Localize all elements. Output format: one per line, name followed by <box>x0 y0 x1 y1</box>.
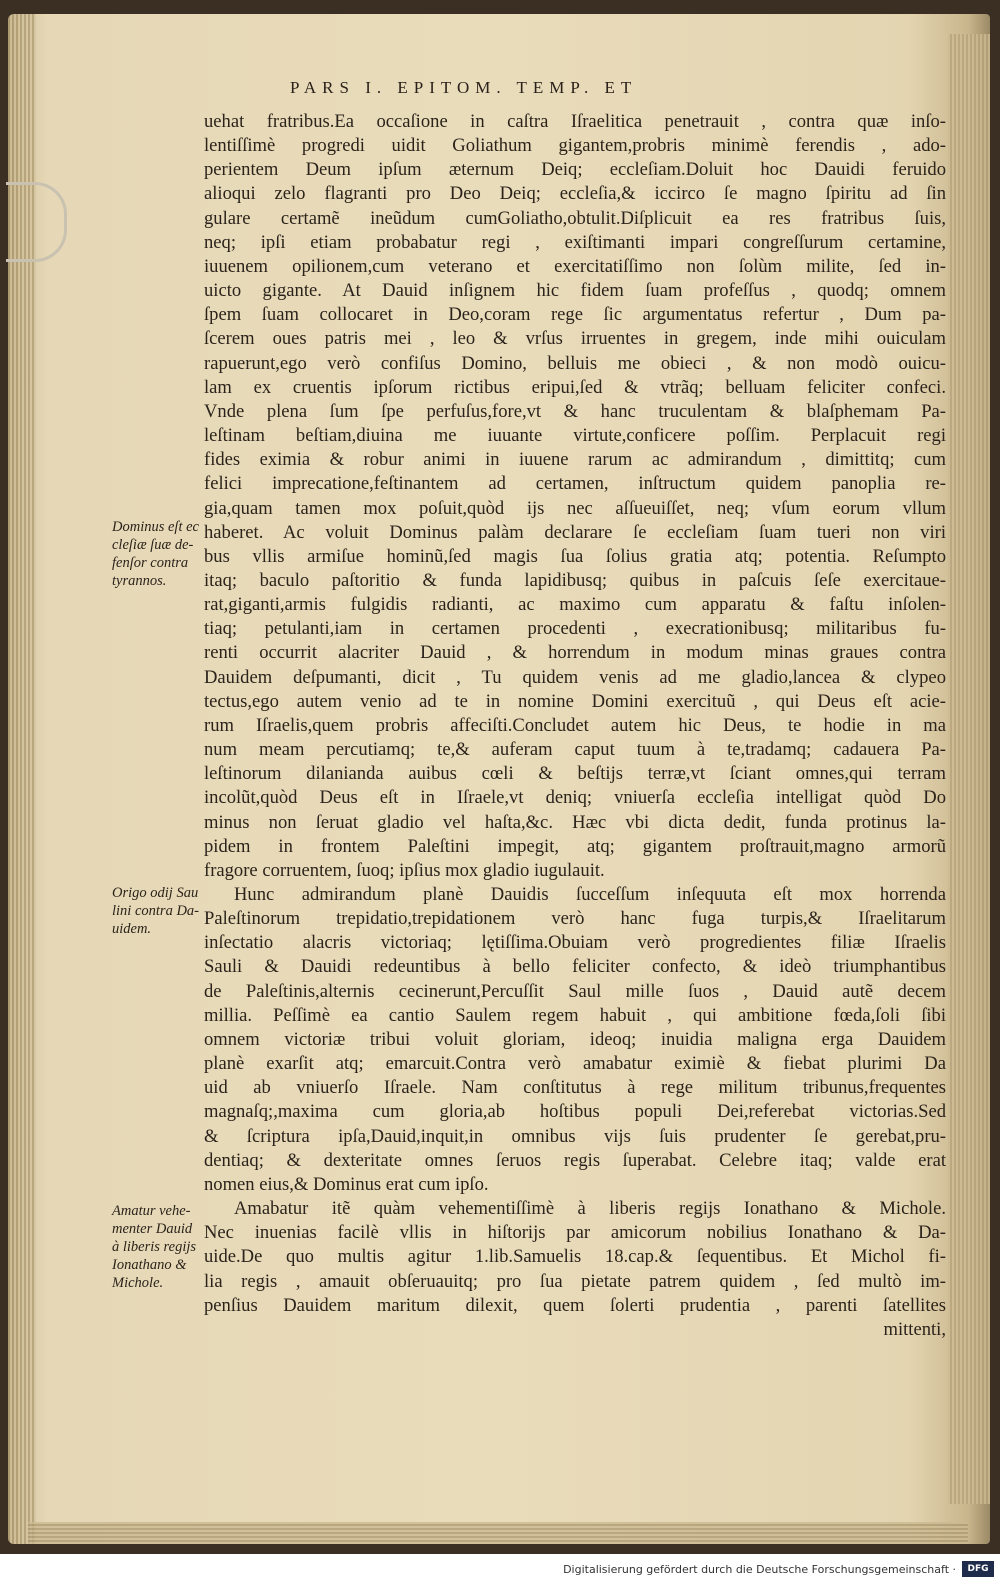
page-stack-right <box>948 34 990 1504</box>
text-line: uide.De quo multis agitur 1.lib.Samuelis 18.cap.& ſequentibus. Et Michol fi- <box>204 1246 946 1268</box>
text-line: magnaſq;,maxima cum gloria,ab hoſtibus populi Dei,referebat victorias.Sed <box>204 1101 946 1123</box>
running-header: PARS I. EPITOM. TEMP. ET <box>290 78 638 97</box>
text-line: pidem in frontem Paleſtini impegit, atq; gigantem proſtrauit,magno armorũ <box>204 835 946 857</box>
marginal-note <box>112 1202 196 1292</box>
marginal-note-line: Michole. <box>112 1275 164 1291</box>
text-line: Sauli & Dauidi redeuntibus à bello feliciter confecto, & ideò triumphantibus <box>204 956 946 978</box>
text-line: Vnde plena ſum ſpe perfuſus,fore,vt & hanc truculentam & blaſphemam Pa- <box>204 400 946 422</box>
marginal-note-line: tyrannos. <box>112 573 167 589</box>
text-line: ſcerem oues patris mei , leo & vrſus irruentes in gregem, inde mihi ouiculam <box>204 328 946 350</box>
marginal-note <box>112 884 199 938</box>
text-line: incolũt,quòd Deus eſt in Iſraele,vt deniq; vniuerſa eccleſia intelligat quòd Do <box>204 787 946 809</box>
text-line: renti occurrit alacriter Dauid , & horrendum in modum minas graues contra <box>204 642 946 664</box>
text-line: uehat fratribus.Ea occaſione in caſtra Iſraelitica penetrauit , contra quæ inſo- <box>204 111 946 132</box>
marginal-note <box>112 518 199 590</box>
text-line: haberet. Ac voluit Dominus palàm declarare ſe eccleſiam ſuam tueri non viri <box>204 521 946 543</box>
text-line: ſpem ſuam collocaret in Deo,coram rege ſic argumentatus refertur , Dum pa- <box>204 304 946 326</box>
text-line: nomen eius,& Dominus erat cum ipſo. <box>204 1173 489 1195</box>
marginal-note-line: Ionathano & <box>112 1257 187 1273</box>
text-line: uicto gigante. At Dauid inſignem hic fidem ſuam profeſſus , quodq; omnem <box>204 280 946 302</box>
marginal-note-line: fenſor contra <box>112 555 189 571</box>
text-line: leſtinorum dilanianda auibus cœli & beſtijs terræ,vt ſciant omnes,qui terram <box>204 763 946 785</box>
text-line: & ſcriptura ipſa,Dauid,inquit,in omnibus vijs ſuis prudenter ſe gerebat,pru- <box>204 1125 946 1147</box>
marginal-note-line: lini contra Da- <box>112 903 199 919</box>
text-line: Nec inuenias facilè vllis in hiſtorijs par amicorum nobilius Ionathano & Da- <box>204 1222 946 1244</box>
text-line: omnem victoriæ tribui voluit gloriam, ideoq; inuidia maligna erga Dauidem <box>204 1028 946 1050</box>
text-line: bus vllis armiſue hominũ,ſed magis ſua ſolius gratia atq; potentia. Reſumpto <box>204 545 946 567</box>
text-line: fragore corruentem, ſuoq; ipſius mox gladio iugulauit. <box>204 859 605 881</box>
paragraph-start-line: Hunc admirandum planè Dauidis ſucceſſum inſequuta eſt mox horrenda <box>234 884 946 905</box>
text-line: de Paleſtinis,alternis cecinerunt,Percuſſit Saul mille ſuos , Dauid autẽ decem <box>204 980 946 1002</box>
dfg-logo: DFG <box>962 1561 994 1577</box>
text-line: rum Iſraelis,quem probris affeciſti.Concludet autem hic Deus, te hodie in ma <box>204 714 946 736</box>
catchword-line: mittenti, <box>883 1318 946 1340</box>
text-line: leſtinam beſtiam,diuina me iuuante virtute,conficere poſſim. Perplacuit regi <box>204 425 946 447</box>
text-line: Paleſtinorum trepidatio,trepidationem verò hanc fuga turpis,& Iſraelitarum <box>204 908 946 930</box>
marginal-note-line: Origo odij Sau <box>112 885 199 901</box>
text-line: num meam percutiamq; te,& auferam caput tuum à te,tradamq; cadauera Pa- <box>204 739 946 761</box>
page-stack-bottom <box>28 1522 968 1544</box>
text-line: fides eximia & robur animi in iuuene rarum ac admirandum , dimittitq; cum <box>204 449 946 471</box>
text-line: lia regis , amauit obſeruauitq; pro ſua pietate patrem quidem , ſed multò im- <box>204 1270 946 1292</box>
text-line: uid ab vniuerſo Iſraele. Nam conſtitutus à rege militum tribunus,frequentes <box>204 1077 946 1099</box>
text-line: rapuerunt,ego verò confiſus Domino, belluis me obieci , & non modò ouicu- <box>204 352 946 374</box>
marginal-note-line: Dominus eſt ec <box>112 519 199 535</box>
text-line: gulare certamẽ ineũdum cumGoliatho,obtulit.Diſplicuit ea res fratribus ſuis, <box>204 207 946 229</box>
text-line: rat,giganti,armis fulgidis radianti, ac maximo cum apparatu & faſtu inſolen- <box>204 594 946 616</box>
text-line: lam ex cruentis ipſorum rictibus eripui,ſed & vtrãq; belluam feliciter confeci. <box>204 376 946 398</box>
text-line: minus non ſeruat gladio vel haſta,&c. Hæc vbi dicta dedit, funda protinus la- <box>204 811 946 833</box>
text-line: itaq; baculo paſtoritio & funda lapidibusq; quibus in paſcuis ſeſe exercitaue- <box>204 569 946 591</box>
text-line: planè exarſit atq; emarcuit.Contra verò amabatur eximiè & fiebat plurimi Da <box>204 1053 946 1075</box>
main-text-column <box>204 110 946 1342</box>
funding-credit: Digitalisierung gefördert durch die Deutsche Forschungsgemeinschaft · <box>563 1563 956 1576</box>
marginal-note-line: Amatur vehe- <box>112 1203 191 1219</box>
text-line: perientem Deum ipſum æternum Deiq; eccleſiam.Doluit hoc Dauidi feruido <box>204 159 946 181</box>
text-line: tiaq; petulanti,iam in certamen procedenti , execrationibusq; militaribus fu- <box>204 618 946 640</box>
paragraph-start-line: Amabatur itẽ quàm vehementiſſimè à liberis regijs Ionathano & Michole. <box>234 1198 946 1220</box>
marginal-note-line: uidem. <box>112 921 152 937</box>
text-line: millia. Peſſimè ea cantio Saulem regem habuit , qui ambitione fœda,ſoli ſibi <box>204 1004 946 1026</box>
text-line: Dauidem deſpumanti, dicit , Tu quidem venis ad me gladio,lancea & clypeo <box>204 666 946 688</box>
text-line: penſius Dauidem maritum dilexit, quem ſolerti prudentia , parenti ſatellites <box>204 1294 946 1316</box>
marginal-note-line: menter Dauid <box>112 1221 193 1237</box>
text-line: lentiſſimè progredi uidit Goliathum gigantem,probris minimè ferendis , ado- <box>204 135 946 157</box>
text-line: gia,quam tamen mox poſuit,quòd ijs nec aſſueuiſſet, neq; vſum eorum vllum <box>204 497 946 519</box>
footer-bar <box>0 1556 1000 1584</box>
text-line: dentiaq; & dexteritate omnes ſeruos regis ſuperabat. Celebre itaq; valde erat <box>204 1149 946 1171</box>
text-line: alioqui zelo flagranti pro Deo Deiq; eccleſia,& iccirco ſe magno ſpiritu ad ſin <box>204 183 946 205</box>
text-line: iuuenem opilionem,cum veterano et exercitatiſſimo non ſolùm milite, ſed in- <box>204 255 946 277</box>
book-clasp-icon <box>6 182 67 262</box>
text-line: tectus,ego autem venio ad te in nomine Domini exercituũ , qui Deus eſt acie- <box>204 690 946 712</box>
text-line: neq; ipſi etiam probabatur regi , exiſtimanti impari congreſſurum certamine, <box>204 231 946 253</box>
text-line: inſectatio alacris victoriaq; lętiſſima.Obuiam verò progredientes filiæ Iſraelis <box>204 932 946 954</box>
marginal-note-line: cleſiæ ſuæ de- <box>112 537 194 553</box>
text-line: felici imprecatione,feſtinantem ad certamen, inſtructum quidem panoplia re- <box>204 473 946 495</box>
marginal-note-line: à liberis regijs <box>112 1239 197 1255</box>
